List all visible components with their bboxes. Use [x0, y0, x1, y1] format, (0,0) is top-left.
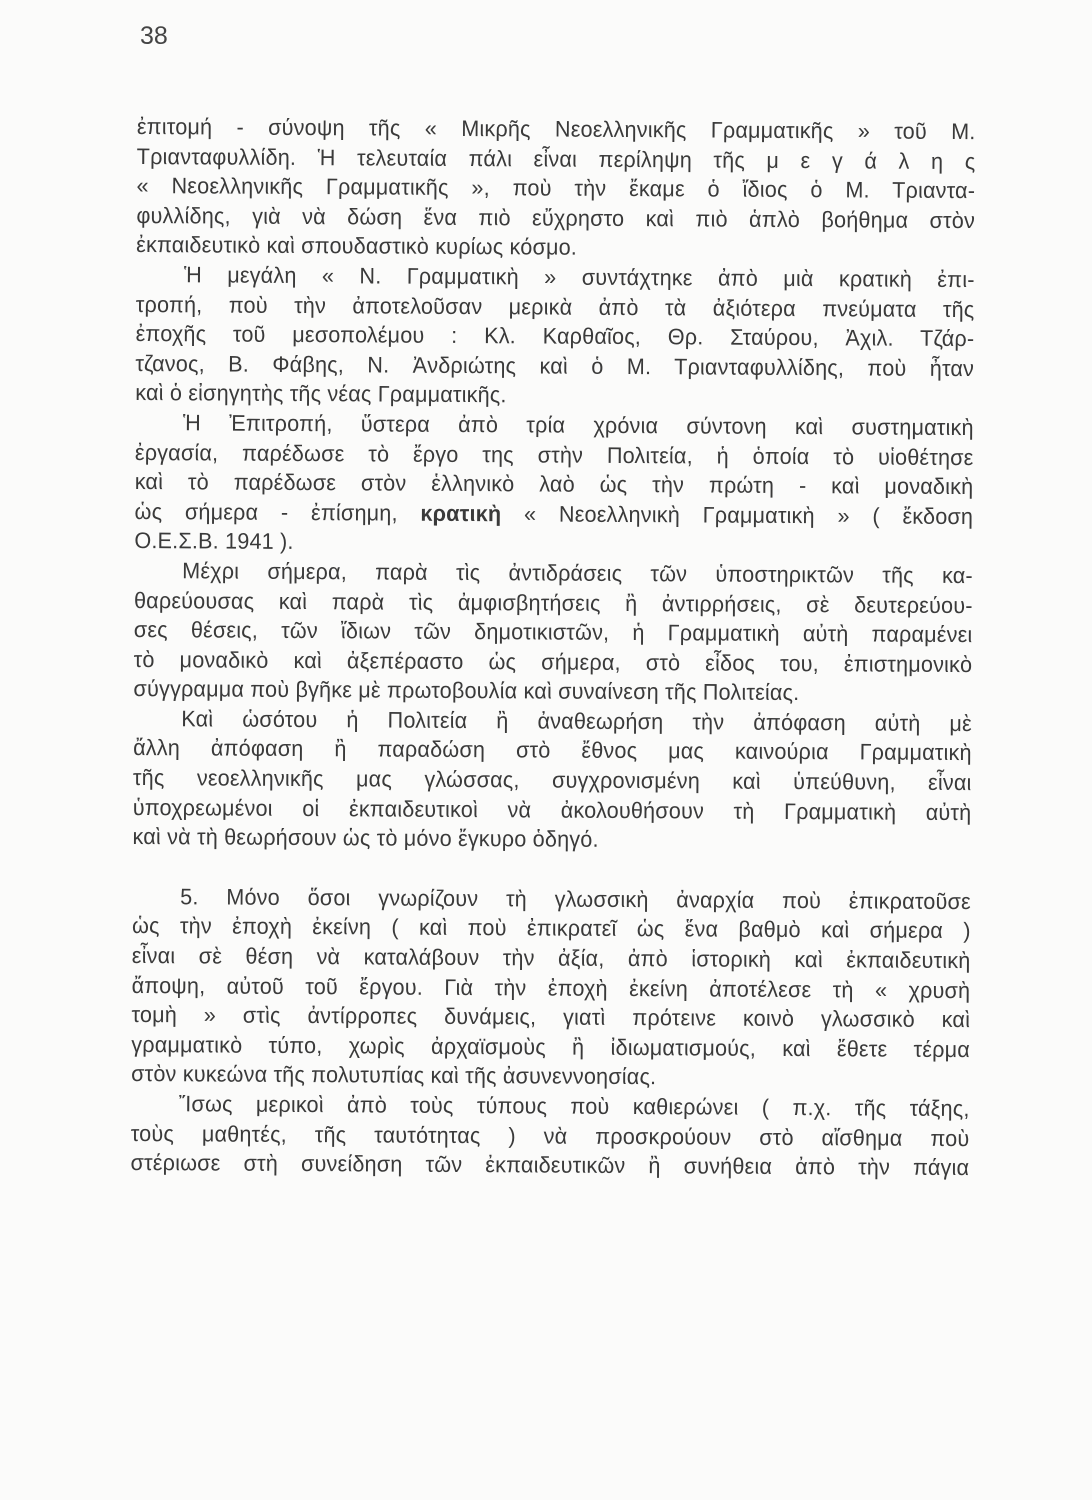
paragraph	[131, 882, 972, 1094]
text-line: 5. Μόνο ὅσοι γνωρίζουν τὴ γλωσσικὴ ἀναρχία ποὺ ἐπικρατοῦσε	[180, 884, 971, 914]
text-line: ἄποψη, αὐτοῦ τοῦ ἔργου. Γιὰ τὴν ἐποχὴ ἐκείνη ἀποτέλεσε τὴ « χρυσὴ	[131, 972, 971, 1003]
text-line: ἐργασία, παρέδωσε τὸ ἔργο της στὴν Πολιτεία, ἡ ὁποία τὸ υἱοθέτησε	[134, 439, 974, 470]
text-line: τζανος, Β. Φάβης, Ν. Ἀνδριώτης καὶ ὁ Μ. Τριανταφυλλίδης, ποὺ ἦταν	[135, 350, 975, 381]
paragraph	[135, 260, 976, 413]
text-segment: « Νεοελληνικὴ Γραμματικὴ » ( ἔκδοση	[501, 500, 974, 529]
paragraph	[133, 556, 974, 709]
paragraph	[130, 1089, 971, 1183]
text-line: ὑποχρεωμένοι οἱ ἐκπαιδευτικοὶ νὰ ἀκολουθήσουν τὴ Γραμματικὴ αὐτὴ	[132, 794, 972, 825]
text-line: ὡς τὴν ἐποχὴ ἐκείνη ( καὶ ποὺ ἐπικρατεῖ ὡς ἕνα βαθμὸ καὶ σήμερα )	[131, 913, 971, 944]
text-line: εἶναι σὲ θέση νὰ καταλάβουν τὴν ἀξία, ἀπὸ ἱστορικὴ καὶ ἐκπαιδευτικὴ	[131, 943, 971, 974]
text-line: τροπή, ποὺ τὴν ἀποτελοῦσαν μερικὰ ἀπὸ τὰ ἀξιότερα πνεύματα τῆς	[135, 291, 975, 322]
paragraph	[134, 408, 975, 561]
text-line: ἄλλη ἀπόφαση ἢ παραδώση στὸ ἔθνος μας καινούρια Γραμματικὴ	[133, 735, 972, 766]
text-line: τομὴ » στὶς ἀντίρροπες δυνάμεις, γιατὶ πρότεινε κοινὸ γλωσσικὸ καὶ	[131, 1002, 971, 1033]
page-number: 38	[140, 22, 168, 50]
text-line: γραμματικὸ τύπο, χωρὶς ἀρχαϊσμοὺς ἢ ἰδιωματισμούς, καὶ ἔθετε τέρμα	[131, 1031, 971, 1062]
text-line: Ἡ μεγάλη « Ν. Γραμματικὴ » συντάχτηκε ἀπὸ μιὰ κρατικὴ ἐπι-	[183, 262, 975, 293]
text-line: φυλλίδης, γιὰ νὰ δώση ἕνα πιὸ εὔχρηστο καὶ πιὸ ἁπλὸ βοήθημα στὸν	[136, 202, 976, 233]
paragraph	[136, 112, 977, 265]
text-line: τῆς νεοελληνικῆς μας γλώσσας, συγχρονισμένη καὶ ὑπεύθυνη, εἶναι	[132, 765, 972, 796]
bold-text: κρατικὴ	[420, 500, 502, 526]
text-line: Μέχρι σήμερα, παρὰ τὶς ἀντιδράσεις τῶν ὑποστηρικτῶν τῆς κα-	[182, 558, 973, 589]
text-line: Τριανταφυλλίδη. Ἡ τελευταία πάλι εἶναι περίληψη τῆς μ ε γ ά λ η ς	[136, 143, 976, 174]
text-line: Ἡ Ἐπιτροπή, ὕστερα ἀπὸ τρία χρόνια σύντονη καὶ συστηματικὴ	[183, 410, 974, 441]
text-line: καὶ ὁ εἰσηγητὴς τῆς νέας Γραμματικῆς.	[135, 380, 507, 408]
text-line: σύγγραμμα ποὺ βγῆκε μὲ πρωτοβουλία καὶ συναίνεση τῆς Πολιτείας.	[133, 676, 800, 706]
text-line: Ο.Ε.Σ.Β. 1941 ).	[134, 528, 294, 555]
text-line: « Νεοελληνικῆς Γραμματικῆς », ποὺ τὴν ἔκαμε ὁ ἴδιος ὁ Μ. Τριαντα-	[136, 173, 976, 204]
text-line: σες θέσεις, τῶν ἴδιων τῶν δημοτικιστῶν, ἡ Γραμματικὴ αὐτὴ παραμένει	[133, 617, 973, 648]
paragraph	[132, 704, 973, 857]
text-line: τὸ μοναδικὸ καὶ ἀξεπέραστο ὡς σήμερα, στὸ εἶδος του, ἐπιστημονικὸ	[133, 646, 973, 677]
text-line: θαρεύουσας καὶ παρὰ τὶς ἀμφισβητήσεις ἢ ἀντιρρήσεις, σὲ δευτερεύου-	[133, 587, 973, 618]
text-line: στέριωσε στὴ συνείδηση τῶν ἐκπαιδευτικῶν ἢ συνήθεια ἀπὸ τὴν πάγια	[130, 1150, 970, 1181]
text-line: ἐκπαιδευτικὸ καὶ σπουδαστικὸ κυρίως κόσμο.	[136, 232, 578, 261]
text-line: καὶ νὰ τὴ θεωρήσουν ὡς τὸ μόνο ἔγκυρο ὁδηγό.	[132, 824, 599, 853]
body-text	[130, 112, 976, 1183]
text-line: καὶ τὸ παρέδωσε στὸν ἑλληνικὸ λαὸ ὡς τὴν πρώτη - καὶ μοναδικὴ	[134, 469, 974, 500]
text-line: ἐπιτομή - σύνοψη τῆς « Μικρῆς Νεοελληνικῆς Γραμματικῆς » τοῦ Μ.	[136, 113, 976, 145]
text-line: στὸν κυκεώνα τῆς πολυτυπίας καὶ τῆς ἀσυνεννοησίας.	[131, 1061, 657, 1090]
text-line: Καὶ ὡσότου ἡ Πολιτεία ἢ ἀναθεωρήση τὴν ἀπόφαση αὐτὴ μὲ	[181, 706, 973, 736]
text-line: τοὺς μαθητές, τῆς ταυτότητας ) νὰ προσκρούουν στὸ αἴσθημα ποὺ	[130, 1120, 970, 1151]
text-line: Ἴσως μερικοὶ ἀπὸ τοὺς τύπους ποὺ καθιερώνει ( π.χ. τῆς τάξης,	[178, 1091, 970, 1122]
text-line: ἐποχῆς τοῦ μεσοπολέμου : Κλ. Καρθαῖος, Θρ. Σταύρου, Ἀχιλ. Τζάρ-	[135, 321, 975, 352]
text-segment: ὡς σήμερα - ἐπίσημη,	[134, 498, 421, 526]
